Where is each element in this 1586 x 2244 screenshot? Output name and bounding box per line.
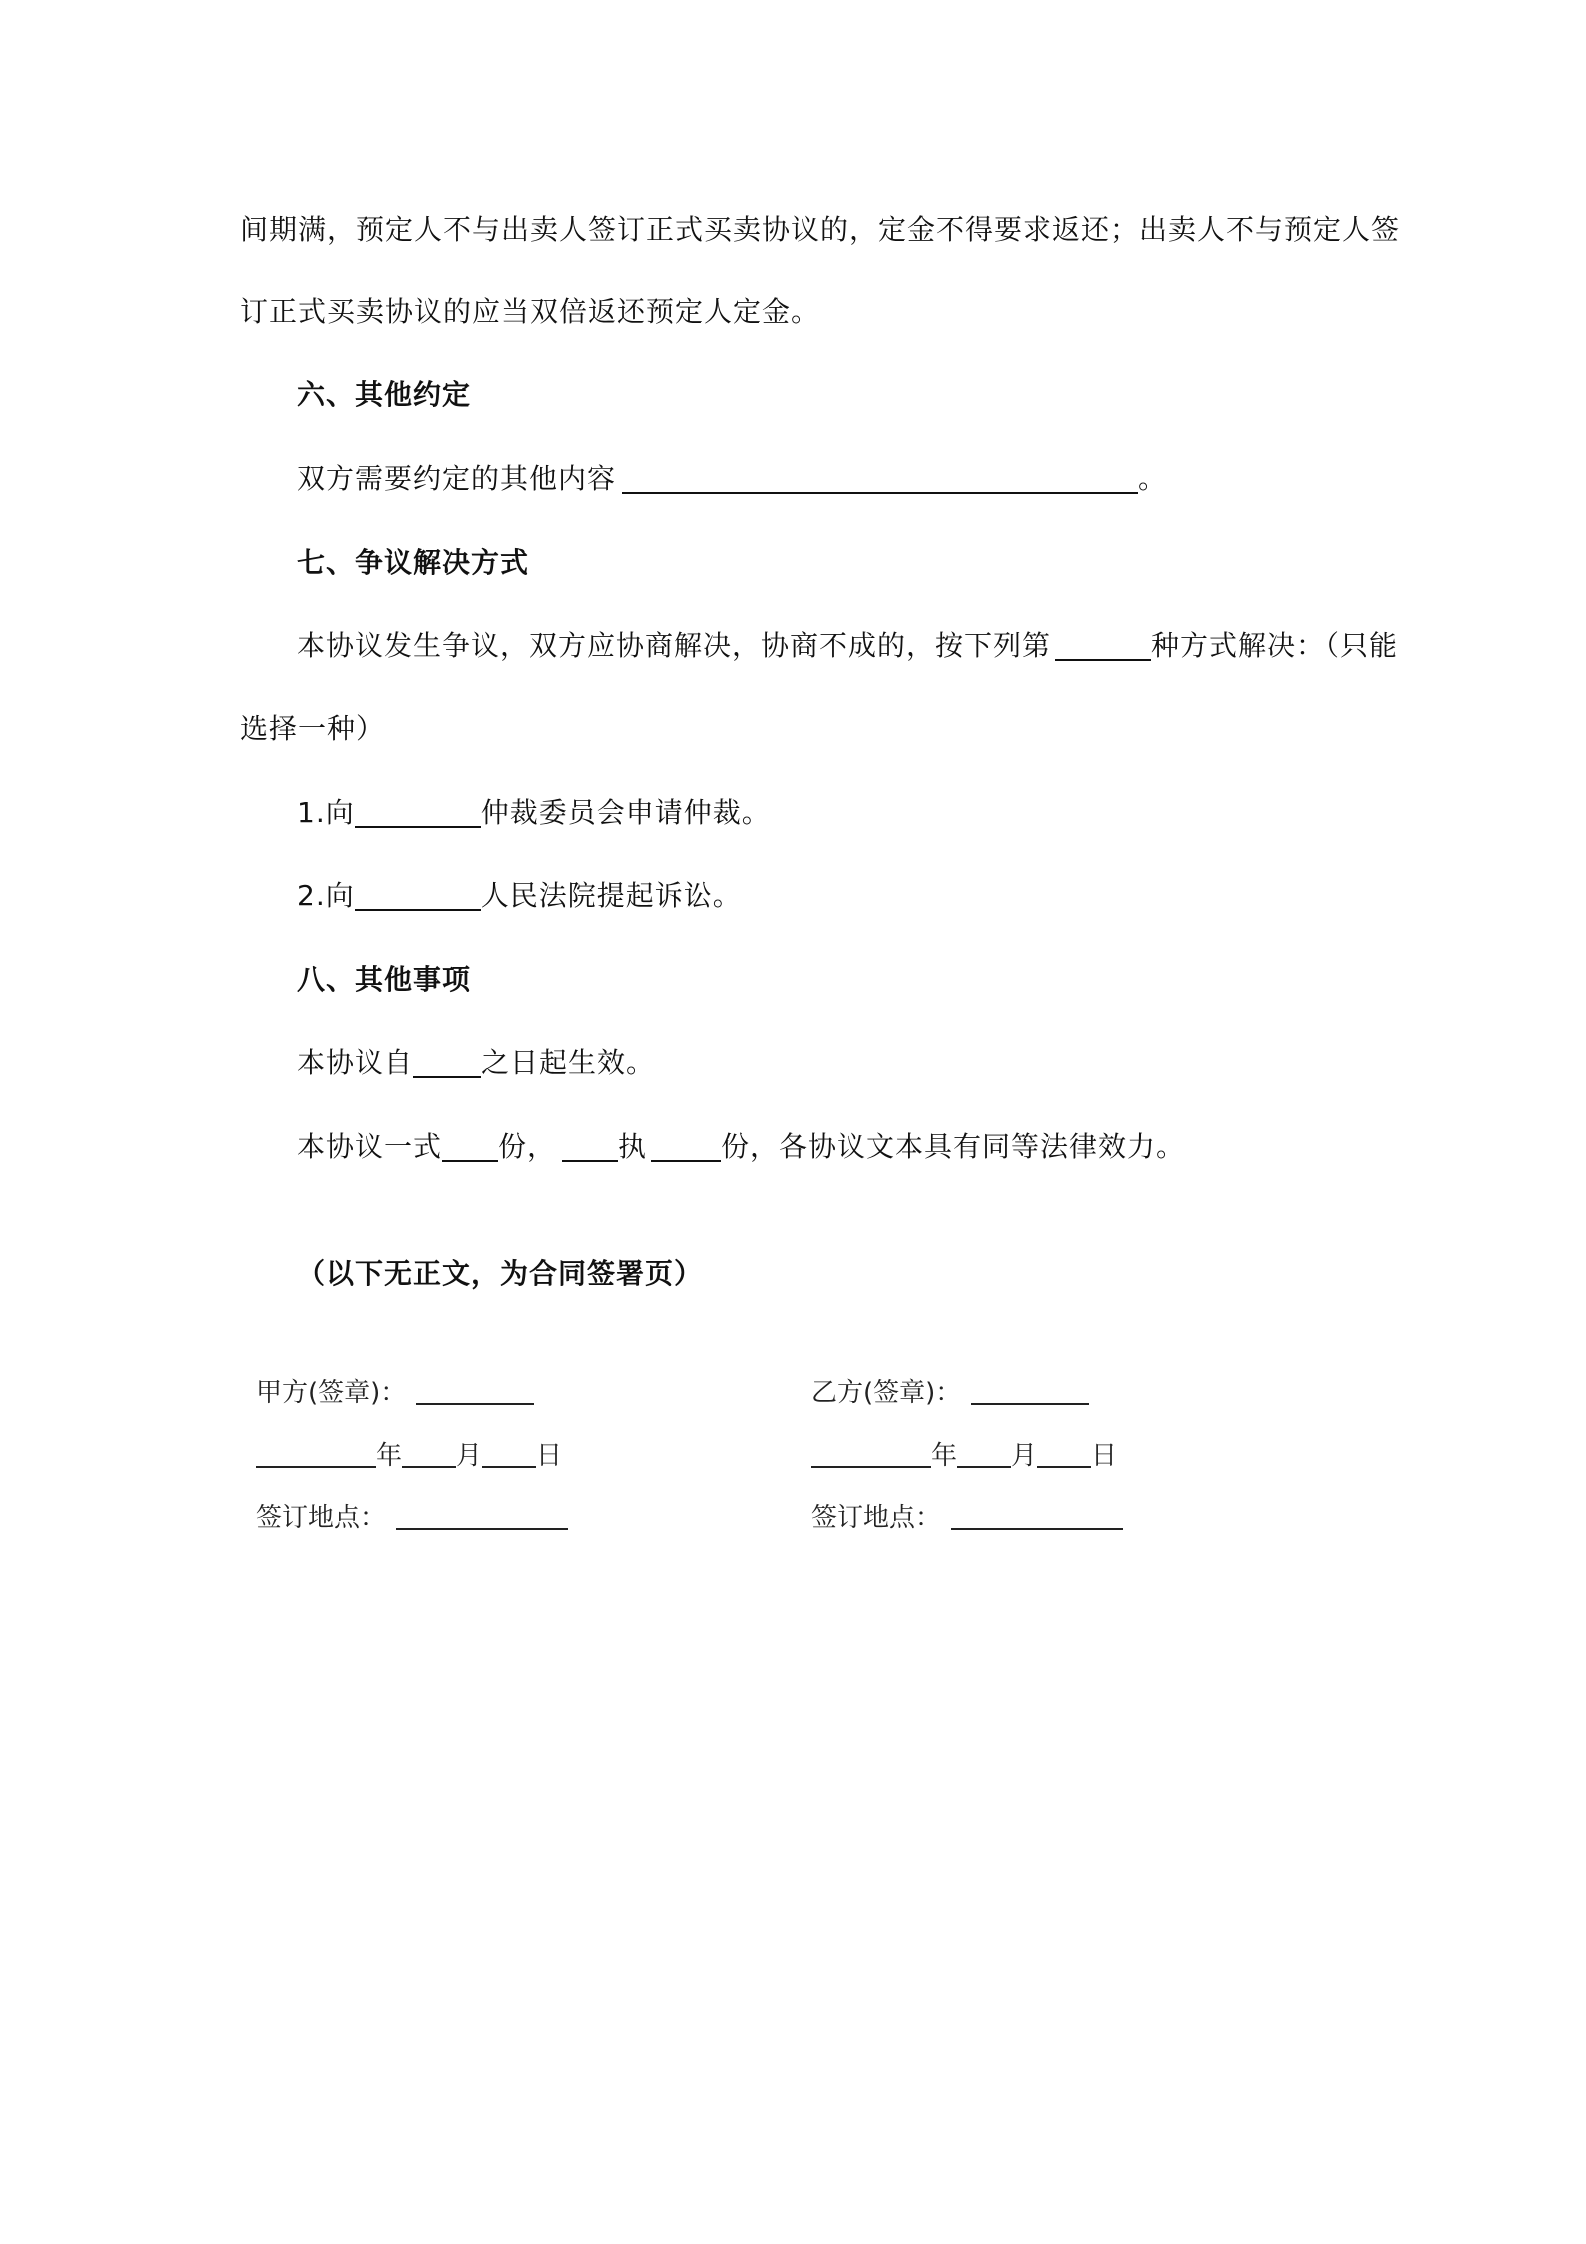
text: 本协议一式 (297, 1130, 443, 1163)
effective-date-line (297, 1043, 655, 1083)
paragraph-continuation-line-2 (240, 292, 820, 332)
party-b-sign-blank[interactable] (971, 1377, 1089, 1405)
section-6-heading (297, 375, 471, 415)
no-more-text-note (297, 1254, 703, 1294)
court-blank[interactable] (355, 879, 481, 911)
text: 。 (1138, 462, 1168, 495)
day-label: 日 (1091, 1441, 1118, 1471)
text: 份， (498, 1130, 557, 1163)
party-a-year-blank[interactable] (256, 1440, 376, 1468)
party-a-place-row (256, 1500, 568, 1536)
dispute-line-2 (240, 709, 385, 749)
arbitration-commission-blank[interactable] (355, 796, 481, 828)
text: 2.向 (297, 879, 355, 912)
text: 双方需要约定的其他内容 (297, 462, 617, 495)
other-terms-blank[interactable] (622, 462, 1138, 494)
heading-text: 八、其他事项 (297, 963, 472, 996)
text: 间期满，预定人不与出卖人签订正式买卖协议的，定金不得要求返还；出卖人不与预定人签 (240, 213, 1401, 246)
text: 本协议发生争议，双方应协商解决，协商不成的，按下列第 (297, 629, 1052, 662)
dispute-option-1 (297, 793, 771, 833)
text: 种方式解决：（只能 (1151, 629, 1399, 662)
party-b-sign-row (811, 1375, 1089, 1411)
effective-date-blank[interactable] (413, 1046, 481, 1078)
dispute-method-blank[interactable] (1055, 629, 1151, 661)
party-b-date-row (811, 1438, 1117, 1474)
party-b-month-blank[interactable] (957, 1440, 1011, 1468)
copies-each-blank[interactable] (651, 1130, 721, 1162)
dispute-line-1 (297, 626, 1398, 666)
section-8-heading (297, 960, 471, 1000)
day-label: 日 (536, 1441, 563, 1471)
party-a-place-label: 签订地点： (256, 1503, 387, 1533)
year-label: 年 (931, 1441, 958, 1471)
party-a-day-blank[interactable] (482, 1440, 536, 1468)
copies-line (297, 1127, 1185, 1167)
text: 之日起生效。 (481, 1046, 656, 1079)
text: 选择一种） (240, 712, 386, 745)
copies-holder-blank[interactable] (562, 1130, 618, 1162)
text: 份，各协议文本具有同等法律效力。 (721, 1130, 1186, 1163)
party-a-date-row (256, 1438, 562, 1474)
month-label: 月 (1011, 1441, 1038, 1471)
text: 订正式买卖协议的应当双倍返还预定人定金。 (240, 295, 821, 328)
section-7-heading (297, 543, 529, 583)
copies-total-blank[interactable] (442, 1130, 498, 1162)
note-text: （以下无正文，为合同签署页） (297, 1257, 704, 1290)
heading-text: 六、其他约定 (297, 378, 472, 411)
text: 人民法院提起诉讼。 (480, 879, 742, 912)
heading-text: 七、争议解决方式 (297, 546, 530, 579)
party-a-sign-blank[interactable] (416, 1377, 534, 1405)
text: 仲裁委员会申请仲裁。 (480, 796, 771, 829)
party-a-sign-label: 甲方(签章)： (256, 1378, 407, 1408)
month-label: 月 (456, 1441, 483, 1471)
party-a-sign-row (256, 1375, 534, 1411)
dispute-option-2 (297, 876, 742, 916)
party-b-place-label: 签订地点： (811, 1503, 942, 1533)
party-b-sign-label: 乙方(签章)： (811, 1378, 962, 1408)
year-label: 年 (376, 1441, 403, 1471)
party-b-year-blank[interactable] (811, 1440, 931, 1468)
party-b-day-blank[interactable] (1037, 1440, 1091, 1468)
party-a-month-blank[interactable] (402, 1440, 456, 1468)
text: 执 (618, 1130, 648, 1163)
party-b-place-row (811, 1500, 1123, 1536)
text: 本协议自 (297, 1046, 414, 1079)
text: 1.向 (297, 796, 355, 829)
party-a-place-blank[interactable] (396, 1502, 568, 1530)
section-6-line (297, 459, 1167, 499)
paragraph-continuation-line-1 (240, 210, 1400, 250)
party-b-place-blank[interactable] (951, 1502, 1123, 1530)
